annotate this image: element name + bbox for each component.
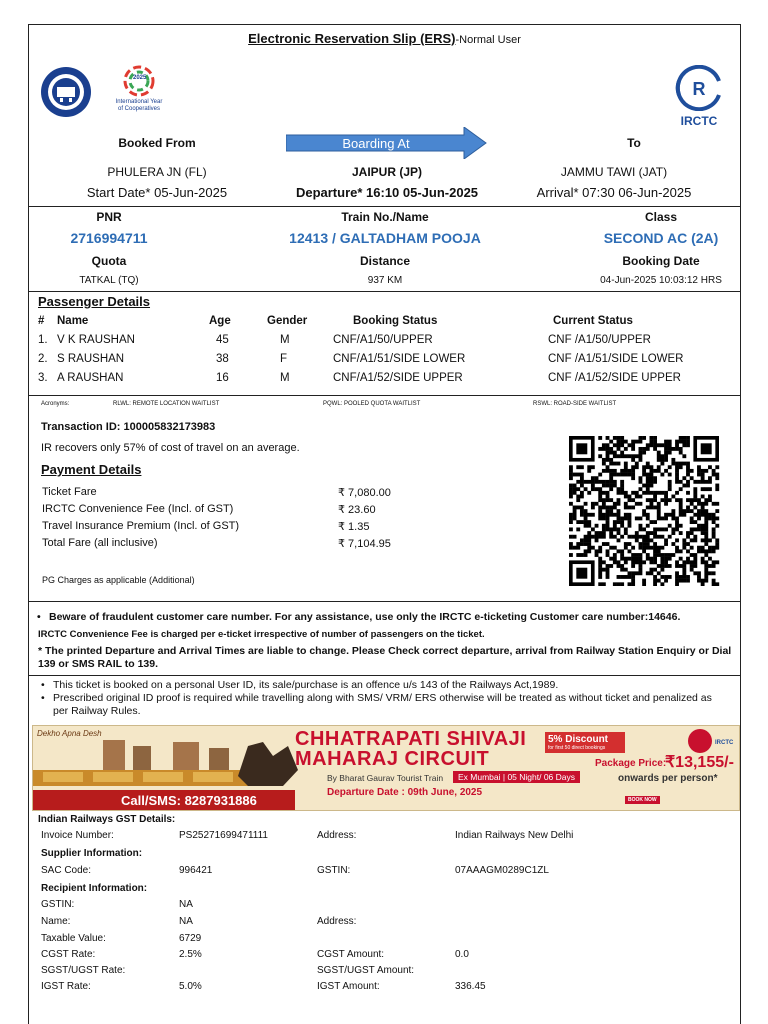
- fee-value: ₹ 23.60: [338, 504, 376, 516]
- recipient-name-value: NA: [179, 916, 193, 927]
- cgst-amount-label: CGST Amount:: [317, 949, 385, 960]
- to-label: To: [627, 136, 641, 150]
- igst-rate-label: IGST Rate:: [41, 981, 91, 992]
- recipient-heading: Recipient Information:: [41, 883, 148, 894]
- cgst-rate-value: 2.5%: [179, 949, 202, 960]
- ad-by: By Bharat Gaurav Tourist Train: [327, 773, 444, 783]
- iyc-caption: International Year of Cooperatives: [115, 99, 163, 112]
- pnr-label: PNR: [96, 210, 122, 224]
- iyc-logo: 2025 International Year of Cooperatives: [109, 63, 169, 119]
- fare-label: Ticket Fare: [42, 486, 97, 498]
- boarding-station: JAIPUR (JP): [351, 165, 422, 179]
- distance-value: 937 KM: [367, 275, 403, 286]
- insurance-value: ₹ 1.35: [338, 521, 370, 533]
- timing-note: * The printed Departure and Arrival Times are liable to change. Please Check correct departure, arrival from Railway Station Enquiry or Dial 139 or SMS RAIL to 139.: [38, 645, 732, 670]
- sgst-rate-label: SGST/UGST Rate:: [41, 965, 126, 976]
- acronym-pqwl: PQWL: POOLED QUOTA WAITLIST: [323, 401, 421, 407]
- recovery-note: IR recovers only 57% of cost of travel on an average.: [41, 442, 300, 454]
- pnr-value: 2716994711: [70, 230, 148, 246]
- taxable-label: Taxable Value:: [41, 933, 106, 944]
- qr-code: [563, 436, 725, 586]
- supplier-heading: Supplier Information:: [41, 848, 143, 859]
- invoice-label: Invoice Number:: [41, 830, 114, 841]
- ad-title-2: MAHARAJ CIRCUIT: [295, 748, 490, 770]
- igst-amount-value: 336.45: [455, 981, 486, 992]
- ad-call[interactable]: Call/SMS: 8287931886: [121, 793, 257, 808]
- pg-note: PG Charges as applicable (Additional): [42, 575, 195, 585]
- recipient-name-label: Name:: [41, 916, 71, 927]
- cgst-rate-label: CGST Rate:: [41, 949, 96, 960]
- total-value: ₹ 7,104.95: [338, 538, 391, 550]
- divider: [29, 206, 740, 207]
- class-value: SECOND AC (2A): [603, 230, 719, 246]
- booking-date-label: Booking Date: [622, 254, 700, 268]
- insurance-label: Travel Insurance Premium (Incl. of GST): [42, 520, 240, 532]
- ad-title-1: CHHATRAPATI SHIVAJI: [295, 728, 527, 750]
- fee-note: IRCTC Convenience Fee is charged per e-ticket irrespective of number of passengers on the ticket.: [38, 629, 485, 640]
- ers-slip: Electronic Reservation Slip (ERS)-Normal User 2025 International Year of Cooperatives R IRCTC Booked From Boarding At To PHULERA JN (FL) JAIPUR (JP) JAMMU TAWI (JAT) Start Date* 05-Jun-2025 Departure* 16:10 05-Jun-2025 Arrival* 07:30 06-Jun-2025 PNR Train No./Name Class 2716994711 12413 / GALTADHAM POOJA SECOND AC (2A) Quota Distance Booking Date TATKAL (TQ) 937 KM 04-Jun-2025 10:03:12 HRS Passenger Details # Name Age Gender Booking Status Current Status 1. V K RAUSHAN 45 M CNF/A1/50/UPPER CNF /A1/50/UPPER 2. S RAUSHAN 38 F CNF/A1/51/SIDE LOWER CNF /A1/51/SIDE LOWER 3. A RAUSHAN 16 M CNF/A1/52/SIDE UPPER CNF /A1/52/SIDE UPPER Acronyms: RLWL: REMOTE LOCATION WAITLIST PQWL: POOLED QUOTA WAITLIST RSWL: ROAD-SIDE WAITLIST Transaction ID: 100005832173983 IR recovers only 57% of cost of travel on an average. Payment Details Ticket Fare ₹ 7,080.00 IRCTC Convenience Fee (Incl. of GST) ₹ 23.60 Travel Insurance Premium (Incl. of GST) ₹ 1.35 Total Fare (all inclusive) ₹ 7,104.95 PG Charges as applicable (Additional) • Beware of fraudulent customer care number. For any assistance, use only the IRCTC e-ticketing Customer care number:14646. IRCTC Convenience Fee is charged per e-ticket irrespective of number of passengers on the ticket. * The printed Departure and Arrival Times are liable to change. Please Check correct departure, arrival from Railway Station Enquiry or Dial 139 or SMS RAIL to 139. • This ticket is booked on a personal User ID, its sale/purchase is an offence u/s 143 of the Railways Act,1989. • Prescribed original ID proof is required while travelling along with SMS/ VRM/ ERS otherwise will be treated as without ticket and penalized as per Railway Rules. Dekho Apna Desh Call/SMS: 8287931886 CHHATRAPATI SHIVAJI MAHARAJ CIRCUIT By Bharat Gaurav Tourist Train Ex Mumbai | 05 Night/ 06 Days Departure Date : 09th June, 2025 5% Discount for first 50 direct bookings Package Price: ₹13,155/- onwards per person* IRCTC BOOK NOW Indian Railways GST Details: Invoice Number: PS25271699471111 Address: Indian Railways New Delhi Supplier Information: SAC Code: 996421 GSTIN: 07AAAGM0289C1ZL Recipient Information: GSTIN: NA Name: NA Address: Taxable Value: 6729 CGST Rate: 2.5% CGST Amount: 0.0 SGST/UGST Rate: SGST/UGST Amount: IGST Rate: 5.0% IGST Amount: 336.45: [28, 24, 741, 1024]
- igst-rate-value: 5.0%: [179, 981, 202, 992]
- quota-value: TATKAL (TQ): [79, 275, 139, 286]
- payment-heading: Payment Details: [41, 462, 142, 477]
- transaction-id: Transaction ID: 100005832173983: [41, 421, 216, 433]
- fraud-note: • Beware of fraudulent customer care number. For any assistance, use only the IRCTC e-ticketing Customer care number:14646.: [49, 611, 729, 623]
- ad-price-label: Package Price:: [595, 758, 667, 769]
- advertisement-banner[interactable]: [32, 725, 740, 811]
- fee-label: IRCTC Convenience Fee (Incl. of GST): [42, 503, 234, 515]
- sac-label: SAC Code:: [41, 865, 92, 876]
- taxable-value: 6729: [179, 933, 202, 944]
- acronyms-label: Acronyms:: [41, 401, 70, 407]
- total-label: Total Fare (all inclusive): [42, 537, 158, 549]
- invoice-value: PS25271699471111: [179, 830, 268, 841]
- distance-label: Distance: [359, 254, 411, 268]
- booking-date-value: 04-Jun-2025 10:03:12 HRS: [600, 275, 722, 286]
- ad-price: ₹13,155/-: [665, 754, 734, 771]
- divider: [29, 675, 740, 676]
- train-label: Train No./Name: [341, 210, 429, 224]
- divider: [29, 395, 740, 396]
- recipient-gstin-value: NA: [179, 899, 193, 910]
- train-value: 12413 / GALTADHAM POOJA: [289, 230, 481, 246]
- gstin-label: GSTIN:: [317, 865, 351, 876]
- sgst-amount-label: SGST/UGST Amount:: [317, 965, 415, 976]
- indian-railways-mini-logo: [688, 729, 712, 753]
- to-station: JAMMU TAWI (JAT): [560, 165, 668, 179]
- departure-time: Departure* 16:10 05-Jun-2025: [295, 185, 479, 200]
- cgst-amount-value: 0.0: [455, 949, 469, 960]
- class-label: Class: [644, 210, 678, 224]
- gst-heading: Indian Railways GST Details:: [38, 814, 176, 825]
- svg-text:R: R: [692, 79, 706, 99]
- from-station: PHULERA JN (FL): [107, 165, 207, 179]
- book-now-button[interactable]: BOOK NOW: [625, 796, 660, 804]
- recipient-gstin-label: GSTIN:: [41, 899, 75, 910]
- passenger-heading: Passenger Details: [38, 294, 151, 309]
- ad-irctc-label: IRCTC: [715, 740, 734, 746]
- booked-from-label: Booked From: [118, 136, 196, 150]
- fare-value: ₹ 7,080.00: [338, 487, 391, 499]
- start-date: Start Date* 05-Jun-2025: [86, 185, 228, 200]
- arrival-time: Arrival* 07:30 06-Jun-2025: [536, 185, 692, 200]
- id-notes: • This ticket is booked on a personal User ID, its sale/purchase is an offence u/s 143 of the Railways Act,1989. • Prescribed original ID proof is required while travelling along with SMS/ VRM/ ERS otherwise will be treated as without ticket and penalized as per Railway Rules.: [53, 679, 729, 718]
- acronym-rlwl: RLWL: REMOTE LOCATION WAITLIST: [113, 401, 220, 407]
- ad-discount-badge: 5% Discount for first 50 direct bookings: [545, 732, 625, 753]
- irctc-logo: R IRCTC: [669, 65, 729, 125]
- gstin-value: 07AAAGM0289C1ZL: [455, 865, 549, 876]
- page-title: Electronic Reservation Slip (ERS)-Normal User: [248, 31, 521, 46]
- ad-tagline: Dekho Apna Desh: [37, 729, 102, 738]
- igst-amount-label: IGST Amount:: [317, 981, 380, 992]
- quota-label: Quota: [91, 254, 127, 268]
- divider: [29, 291, 740, 292]
- ad-price-sub: onwards per person*: [618, 773, 718, 784]
- boarding-at-arrow: Boarding At: [286, 127, 488, 159]
- ad-route: Ex Mumbai | 05 Night/ 06 Days: [453, 771, 580, 783]
- recipient-address-label: Address:: [317, 916, 357, 927]
- acronym-rswl: RSWL: ROAD-SIDE WAITLIST: [533, 401, 617, 407]
- divider: [29, 601, 740, 602]
- ad-departure: Departure Date : 09th June, 2025: [327, 787, 483, 798]
- sac-value: 996421: [179, 865, 213, 876]
- indian-railways-logo: [39, 65, 93, 119]
- address-label: Address:: [317, 830, 357, 841]
- address-value: Indian Railways New Delhi: [455, 830, 574, 841]
